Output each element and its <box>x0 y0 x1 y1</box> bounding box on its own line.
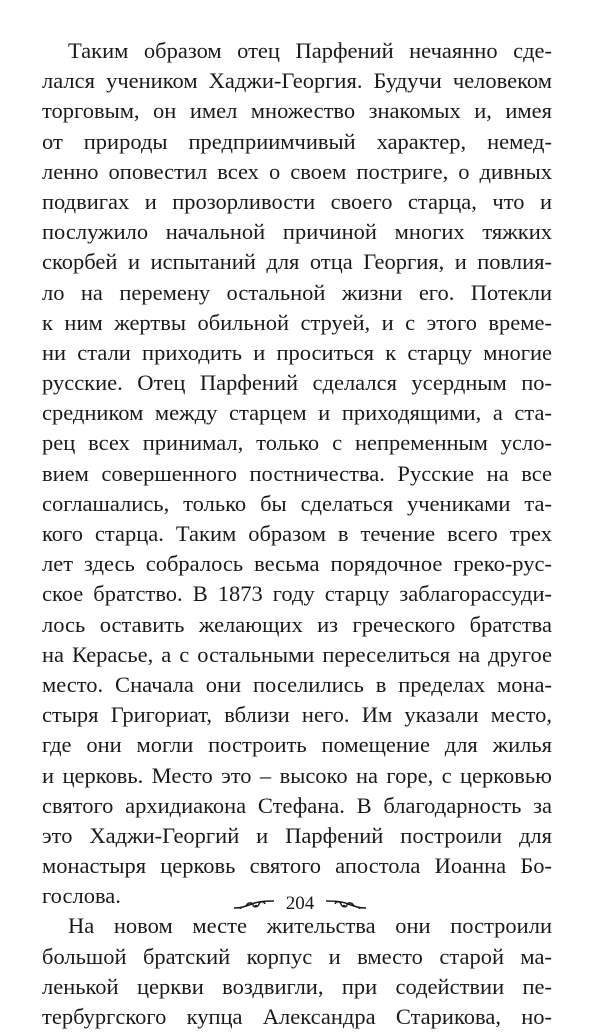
text-line: святого архидиакона Стефана. В благодарность за <box>42 792 552 818</box>
flourish-left-icon <box>232 897 276 911</box>
text-line: ло на перемену остальной жизни его. Потекли <box>42 279 552 305</box>
text-line: лось оставить желающих из греческого братства <box>42 611 552 637</box>
text-line: лался учеником Хаджи-Георгия. Будучи человеком <box>42 68 552 94</box>
page-body <box>42 36 552 1032</box>
text-line: от природы предприимчивый характер, немед- <box>42 128 552 154</box>
text-line: лет здесь собралось весьма порядочное греко-рус- <box>42 551 552 577</box>
text-line: где они могли построить помещение для жилья <box>42 732 552 758</box>
flourish-right-icon <box>324 897 368 911</box>
text-line: ленно оповестил всех о своем постриге, о дивных <box>42 158 552 184</box>
page-footer <box>0 893 600 915</box>
text-line: Таким образом отец Парфений нечаянно сде- <box>68 38 552 63</box>
text-line: на Керасье, а с остальными переселиться на другое <box>42 641 552 667</box>
text-line: стыря Григориат, вблизи него. Им указали место, <box>42 702 552 728</box>
text-line: соглашались, только бы сделаться учениками та- <box>42 490 552 516</box>
paragraph-1 <box>42 36 552 911</box>
paragraph-2 <box>42 911 552 1032</box>
text-line: место. Сначала они поселились в пределах мона- <box>42 671 552 697</box>
text-line: тербургского купца Александра Старикова, но- <box>42 1004 552 1029</box>
text-line: это Хаджи-Георгий и Парфений построили для <box>42 822 552 848</box>
text-line: рец всех принимал, только с непременным усло- <box>42 430 552 456</box>
text-line: русские. Отец Парфений сделался усердным по- <box>42 370 552 396</box>
page-number: 204 <box>285 893 315 914</box>
text-line: послужило начальной причиной многих тяжких <box>42 219 552 245</box>
text-line: вием совершенного постничества. Русские на все <box>42 460 552 486</box>
text-line: большой братский корпус и вместо старой ма- <box>42 943 552 969</box>
text-line: средником между старцем и приходящими, а ста- <box>42 400 552 426</box>
text-line: ское братство. В 1873 году старцу заблагорассуди- <box>42 581 552 607</box>
text-line: ленькой церкви воздвигли, при содействии пе- <box>42 973 552 999</box>
text-line: торговым, он имел множество знакомых и, имея <box>42 98 552 124</box>
text-line: гослова. <box>42 883 121 909</box>
text-line: скорбей и испытаний для отца Георгия, и повлия- <box>42 249 552 275</box>
text-line: кого старца. Таким образом в течение всего трех <box>42 521 552 546</box>
text-line: монастыря церковь святого апостола Иоанна Бо- <box>42 853 552 879</box>
text-line: и церковь. Место это – высоко на горе, с церковью <box>42 762 552 788</box>
text-line: На новом месте жительства они построили <box>68 913 552 939</box>
text-line: к ним жертвы обильной струей, и с этого време- <box>42 309 552 335</box>
text-line: подвигах и прозорливости своего старца, что и <box>42 188 552 214</box>
text-line: ни стали приходить и проситься к старцу многие <box>42 339 552 365</box>
